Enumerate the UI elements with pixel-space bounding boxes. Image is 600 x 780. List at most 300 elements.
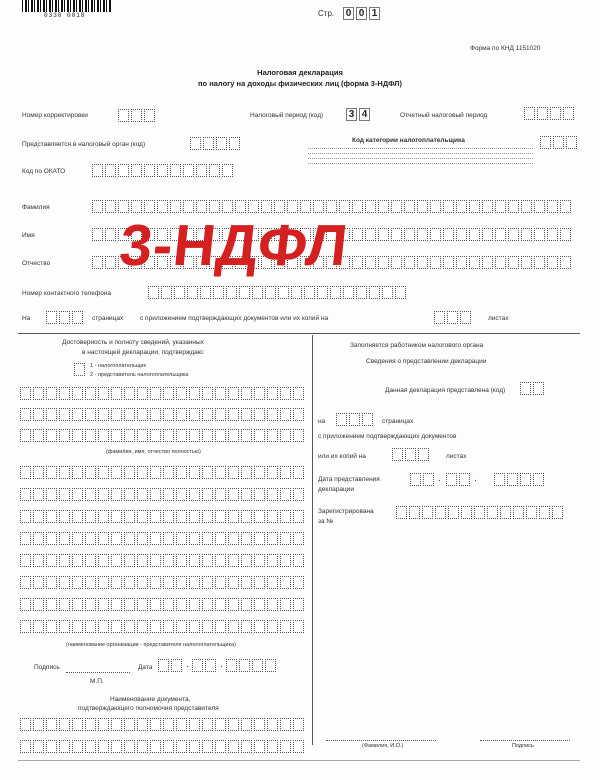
cell[interactable]: [176, 554, 187, 567]
cell[interactable]: [92, 200, 103, 213]
cell[interactable]: [378, 228, 389, 241]
cell[interactable]: [533, 473, 544, 486]
cell[interactable]: [513, 506, 524, 519]
cell[interactable]: [267, 488, 278, 501]
cell[interactable]: [456, 228, 467, 241]
cell[interactable]: [430, 228, 441, 241]
cell[interactable]: [507, 473, 518, 486]
cell[interactable]: [163, 620, 174, 633]
cell[interactable]: [533, 382, 544, 395]
cell[interactable]: [241, 740, 252, 753]
cell[interactable]: [280, 466, 291, 479]
cell[interactable]: [137, 532, 148, 545]
cell[interactable]: [524, 107, 535, 120]
cell[interactable]: [365, 228, 376, 241]
doc-name-cells[interactable]: [20, 740, 304, 753]
cell[interactable]: [124, 598, 135, 611]
cell[interactable]: [241, 488, 252, 501]
cell[interactable]: [280, 408, 291, 421]
cell[interactable]: [293, 510, 304, 523]
cell[interactable]: [241, 620, 252, 633]
cell[interactable]: [469, 228, 480, 241]
cell[interactable]: [111, 466, 122, 479]
cell[interactable]: [521, 256, 532, 269]
cell[interactable]: [33, 387, 44, 400]
cell[interactable]: [392, 448, 403, 461]
cell[interactable]: [150, 740, 161, 753]
cell[interactable]: [482, 256, 493, 269]
cell[interactable]: [176, 532, 187, 545]
cell[interactable]: [228, 576, 239, 589]
cell[interactable]: [293, 408, 304, 421]
cell[interactable]: [280, 576, 291, 589]
cell[interactable]: [534, 256, 545, 269]
cell[interactable]: [98, 620, 109, 633]
cell[interactable]: [85, 408, 96, 421]
cell[interactable]: [163, 510, 174, 523]
cell[interactable]: [241, 387, 252, 400]
cell[interactable]: [46, 576, 57, 589]
cell[interactable]: [330, 286, 341, 299]
cell[interactable]: [254, 466, 265, 479]
cell[interactable]: [20, 488, 31, 501]
cell[interactable]: [343, 286, 354, 299]
cell[interactable]: [33, 532, 44, 545]
cell[interactable]: [189, 488, 200, 501]
cell[interactable]: [228, 488, 239, 501]
cell[interactable]: [293, 598, 304, 611]
cell[interactable]: [189, 387, 200, 400]
cell[interactable]: [124, 620, 135, 633]
cell[interactable]: [150, 598, 161, 611]
cell[interactable]: [365, 200, 376, 213]
cell[interactable]: [98, 466, 109, 479]
cell[interactable]: [404, 228, 415, 241]
cell[interactable]: [46, 466, 57, 479]
signer-type-cell[interactable]: [74, 363, 85, 376]
cell[interactable]: [456, 200, 467, 213]
cell[interactable]: [92, 164, 103, 177]
registration-number-cells[interactable]: [396, 506, 563, 519]
cell[interactable]: [20, 466, 31, 479]
cell[interactable]: [20, 576, 31, 589]
cell[interactable]: [59, 488, 70, 501]
cell[interactable]: [59, 429, 70, 442]
cell[interactable]: [124, 554, 135, 567]
cell[interactable]: [72, 466, 83, 479]
cell[interactable]: [293, 576, 304, 589]
cell[interactable]: [150, 532, 161, 545]
cell[interactable]: [105, 164, 116, 177]
cell[interactable]: [85, 387, 96, 400]
cell[interactable]: [98, 576, 109, 589]
cell[interactable]: [215, 740, 226, 753]
cell[interactable]: [124, 429, 135, 442]
cell[interactable]: [241, 408, 252, 421]
cell[interactable]: [111, 598, 122, 611]
cell[interactable]: [228, 740, 239, 753]
page-digit[interactable]: 0: [343, 7, 354, 20]
cell[interactable]: [395, 286, 406, 299]
cell[interactable]: [196, 164, 207, 177]
cell[interactable]: [161, 286, 172, 299]
cell[interactable]: [508, 256, 519, 269]
cell[interactable]: [521, 228, 532, 241]
cell[interactable]: [59, 740, 70, 753]
cell[interactable]: [46, 620, 57, 633]
cell[interactable]: [267, 510, 278, 523]
cell[interactable]: [137, 620, 148, 633]
cell[interactable]: [92, 256, 103, 269]
cell[interactable]: [137, 718, 148, 731]
cell[interactable]: [241, 598, 252, 611]
org-name-cells[interactable]: [20, 466, 304, 479]
cell[interactable]: [59, 598, 70, 611]
cell[interactable]: [280, 488, 291, 501]
cell[interactable]: [469, 256, 480, 269]
cell[interactable]: [417, 228, 428, 241]
cell[interactable]: [352, 200, 363, 213]
cell[interactable]: [105, 256, 116, 269]
cell[interactable]: [150, 488, 161, 501]
cell[interactable]: [192, 659, 203, 672]
cell[interactable]: [137, 429, 148, 442]
cell[interactable]: [460, 311, 471, 324]
cell[interactable]: [176, 598, 187, 611]
pages-count-cells[interactable]: [46, 311, 83, 324]
cell[interactable]: [226, 659, 237, 672]
cell[interactable]: [59, 554, 70, 567]
cell[interactable]: [158, 659, 169, 672]
cell[interactable]: [202, 466, 213, 479]
cell[interactable]: [190, 137, 201, 150]
cell[interactable]: [293, 532, 304, 545]
cell[interactable]: [352, 228, 363, 241]
cell[interactable]: [189, 576, 200, 589]
submitted-code-cells[interactable]: [520, 382, 544, 395]
cell[interactable]: [352, 256, 363, 269]
cell[interactable]: [539, 506, 550, 519]
cell[interactable]: [176, 387, 187, 400]
cell[interactable]: [215, 466, 226, 479]
cell[interactable]: [241, 718, 252, 731]
cell[interactable]: [20, 718, 31, 731]
cell[interactable]: [293, 387, 304, 400]
cell[interactable]: [267, 740, 278, 753]
cell[interactable]: [291, 286, 302, 299]
cell[interactable]: [59, 532, 70, 545]
cell[interactable]: [163, 598, 174, 611]
cell[interactable]: [137, 554, 148, 567]
cell[interactable]: [59, 620, 70, 633]
reporting-year-cells[interactable]: [524, 107, 574, 120]
cell[interactable]: [362, 413, 373, 426]
cell[interactable]: [241, 554, 252, 567]
cell[interactable]: [404, 256, 415, 269]
cell[interactable]: [202, 488, 213, 501]
cell[interactable]: [163, 387, 174, 400]
cell[interactable]: [124, 510, 135, 523]
cell[interactable]: [215, 532, 226, 545]
cell[interactable]: [85, 576, 96, 589]
cell[interactable]: [226, 286, 237, 299]
cell[interactable]: [176, 576, 187, 589]
cell[interactable]: [137, 488, 148, 501]
officer-signature-line[interactable]: [480, 740, 570, 741]
cell[interactable]: [404, 200, 415, 213]
org-name-cells[interactable]: [20, 554, 304, 567]
org-name-cells[interactable]: [20, 576, 304, 589]
cell[interactable]: [202, 408, 213, 421]
cell[interactable]: [469, 200, 480, 213]
cell[interactable]: [189, 408, 200, 421]
cell[interactable]: [137, 510, 148, 523]
cell[interactable]: [521, 200, 532, 213]
cell[interactable]: [46, 408, 57, 421]
cell[interactable]: [33, 408, 44, 421]
cell[interactable]: [176, 408, 187, 421]
cell[interactable]: [228, 620, 239, 633]
cell[interactable]: [202, 387, 213, 400]
cell[interactable]: [547, 256, 558, 269]
cell[interactable]: [202, 620, 213, 633]
cell[interactable]: [254, 620, 265, 633]
cell[interactable]: [46, 429, 57, 442]
cell[interactable]: [267, 387, 278, 400]
correction-number-cells[interactable]: [118, 109, 155, 122]
cell[interactable]: [105, 200, 116, 213]
cell[interactable]: [254, 387, 265, 400]
right-sheets-cells[interactable]: [392, 448, 429, 461]
cell[interactable]: [293, 740, 304, 753]
cell[interactable]: [378, 200, 389, 213]
cell[interactable]: [124, 718, 135, 731]
cell[interactable]: [430, 256, 441, 269]
cell[interactable]: [124, 532, 135, 545]
cell[interactable]: [46, 387, 57, 400]
cell[interactable]: [176, 620, 187, 633]
cell[interactable]: [228, 598, 239, 611]
cell[interactable]: [72, 554, 83, 567]
cell[interactable]: [176, 429, 187, 442]
cell[interactable]: [280, 740, 291, 753]
cell[interactable]: [202, 554, 213, 567]
cell[interactable]: [215, 598, 226, 611]
cell[interactable]: [474, 506, 485, 519]
cell[interactable]: [508, 200, 519, 213]
cell[interactable]: [228, 510, 239, 523]
officer-name-line[interactable]: [326, 740, 436, 741]
cell[interactable]: [495, 256, 506, 269]
cell[interactable]: [254, 718, 265, 731]
cell[interactable]: [317, 286, 328, 299]
cell[interactable]: [33, 576, 44, 589]
cell[interactable]: [369, 286, 380, 299]
cell[interactable]: [547, 228, 558, 241]
cell[interactable]: [46, 718, 57, 731]
cell[interactable]: [20, 620, 31, 633]
cell[interactable]: [111, 510, 122, 523]
cell[interactable]: [417, 256, 428, 269]
cell[interactable]: [150, 429, 161, 442]
cell[interactable]: [157, 164, 168, 177]
org-name-cells[interactable]: [20, 510, 304, 523]
cell[interactable]: [215, 718, 226, 731]
cell[interactable]: [293, 488, 304, 501]
cell[interactable]: [280, 510, 291, 523]
cell[interactable]: [459, 473, 470, 486]
cell[interactable]: [20, 740, 31, 753]
page-digit[interactable]: 1: [369, 7, 380, 20]
cell[interactable]: [228, 429, 239, 442]
cell[interactable]: [124, 740, 135, 753]
page-number-cells[interactable]: [343, 7, 380, 20]
cell[interactable]: [202, 510, 213, 523]
cell[interactable]: [46, 311, 57, 324]
cell[interactable]: [267, 408, 278, 421]
cell[interactable]: [202, 718, 213, 731]
cell[interactable]: [176, 740, 187, 753]
date-year-cells[interactable]: [226, 659, 276, 672]
signer-fio-cells[interactable]: [20, 387, 304, 400]
cell[interactable]: [254, 488, 265, 501]
cell[interactable]: [534, 200, 545, 213]
cell[interactable]: [443, 256, 454, 269]
cell[interactable]: [494, 473, 505, 486]
cell[interactable]: [150, 510, 161, 523]
right-pages-cells[interactable]: [336, 413, 373, 426]
cell[interactable]: [422, 506, 433, 519]
cell[interactable]: [20, 598, 31, 611]
cell[interactable]: [391, 256, 402, 269]
cell[interactable]: [20, 532, 31, 545]
cell[interactable]: [33, 554, 44, 567]
phone-cells[interactable]: [148, 286, 406, 299]
cell[interactable]: [213, 286, 224, 299]
cell[interactable]: [209, 164, 220, 177]
cell[interactable]: [560, 256, 571, 269]
tax-period-digit[interactable]: 4: [359, 108, 370, 121]
cell[interactable]: [254, 429, 265, 442]
cell[interactable]: [72, 488, 83, 501]
org-name-cells[interactable]: [20, 598, 304, 611]
cell[interactable]: [137, 576, 148, 589]
cell[interactable]: [202, 576, 213, 589]
cell[interactable]: [563, 107, 574, 120]
cell[interactable]: [176, 466, 187, 479]
cell[interactable]: [202, 532, 213, 545]
cell[interactable]: [560, 228, 571, 241]
signature-line[interactable]: [66, 672, 130, 673]
cell[interactable]: [537, 107, 548, 120]
cell[interactable]: [33, 740, 44, 753]
cell[interactable]: [72, 311, 83, 324]
cell[interactable]: [170, 164, 181, 177]
signer-fio-cells[interactable]: [20, 408, 304, 421]
cell[interactable]: [111, 576, 122, 589]
cell[interactable]: [176, 510, 187, 523]
cell[interactable]: [540, 136, 551, 149]
cell[interactable]: [85, 620, 96, 633]
cell[interactable]: [267, 598, 278, 611]
cell[interactable]: [252, 286, 263, 299]
cell[interactable]: [254, 554, 265, 567]
cell[interactable]: [85, 488, 96, 501]
cell[interactable]: [72, 718, 83, 731]
cell[interactable]: [111, 387, 122, 400]
cell[interactable]: [216, 137, 227, 150]
cell[interactable]: [241, 466, 252, 479]
cell[interactable]: [293, 620, 304, 633]
cell[interactable]: [382, 286, 393, 299]
cell[interactable]: [85, 532, 96, 545]
cell[interactable]: [267, 532, 278, 545]
cell[interactable]: [495, 200, 506, 213]
cell[interactable]: [111, 488, 122, 501]
cell[interactable]: [98, 510, 109, 523]
cell[interactable]: [150, 718, 161, 731]
cell[interactable]: [111, 718, 122, 731]
cell[interactable]: [520, 473, 531, 486]
cell[interactable]: [239, 659, 250, 672]
cell[interactable]: [254, 576, 265, 589]
cell[interactable]: [203, 137, 214, 150]
cell[interactable]: [124, 408, 135, 421]
sheets-count-cells[interactable]: [434, 311, 471, 324]
cell[interactable]: [447, 311, 458, 324]
okato-cells[interactable]: [92, 164, 233, 177]
cell[interactable]: [85, 466, 96, 479]
cell[interactable]: [553, 136, 564, 149]
cell[interactable]: [267, 429, 278, 442]
cell[interactable]: [137, 598, 148, 611]
cell[interactable]: [228, 408, 239, 421]
doc-name-cells[interactable]: [20, 718, 304, 731]
cell[interactable]: [552, 506, 563, 519]
cell[interactable]: [98, 598, 109, 611]
cell[interactable]: [150, 576, 161, 589]
cell[interactable]: [148, 286, 159, 299]
cell[interactable]: [215, 408, 226, 421]
cell[interactable]: [239, 286, 250, 299]
cell[interactable]: [487, 506, 498, 519]
cell[interactable]: [72, 429, 83, 442]
cell[interactable]: [446, 473, 457, 486]
cell[interactable]: [215, 488, 226, 501]
cell[interactable]: [189, 598, 200, 611]
cell[interactable]: [443, 200, 454, 213]
cell[interactable]: [72, 532, 83, 545]
cell[interactable]: [280, 620, 291, 633]
cell[interactable]: [163, 576, 174, 589]
cell[interactable]: [356, 286, 367, 299]
cell[interactable]: [98, 408, 109, 421]
cell[interactable]: [280, 387, 291, 400]
cell[interactable]: [98, 532, 109, 545]
cell[interactable]: [241, 532, 252, 545]
cell[interactable]: [267, 718, 278, 731]
cell[interactable]: [202, 598, 213, 611]
cell[interactable]: [124, 466, 135, 479]
cell[interactable]: [293, 554, 304, 567]
cell[interactable]: [174, 286, 185, 299]
cell[interactable]: [171, 659, 182, 672]
cell[interactable]: [241, 510, 252, 523]
cell[interactable]: [482, 200, 493, 213]
cell[interactable]: [131, 109, 142, 122]
cell[interactable]: [33, 488, 44, 501]
cell[interactable]: [20, 510, 31, 523]
